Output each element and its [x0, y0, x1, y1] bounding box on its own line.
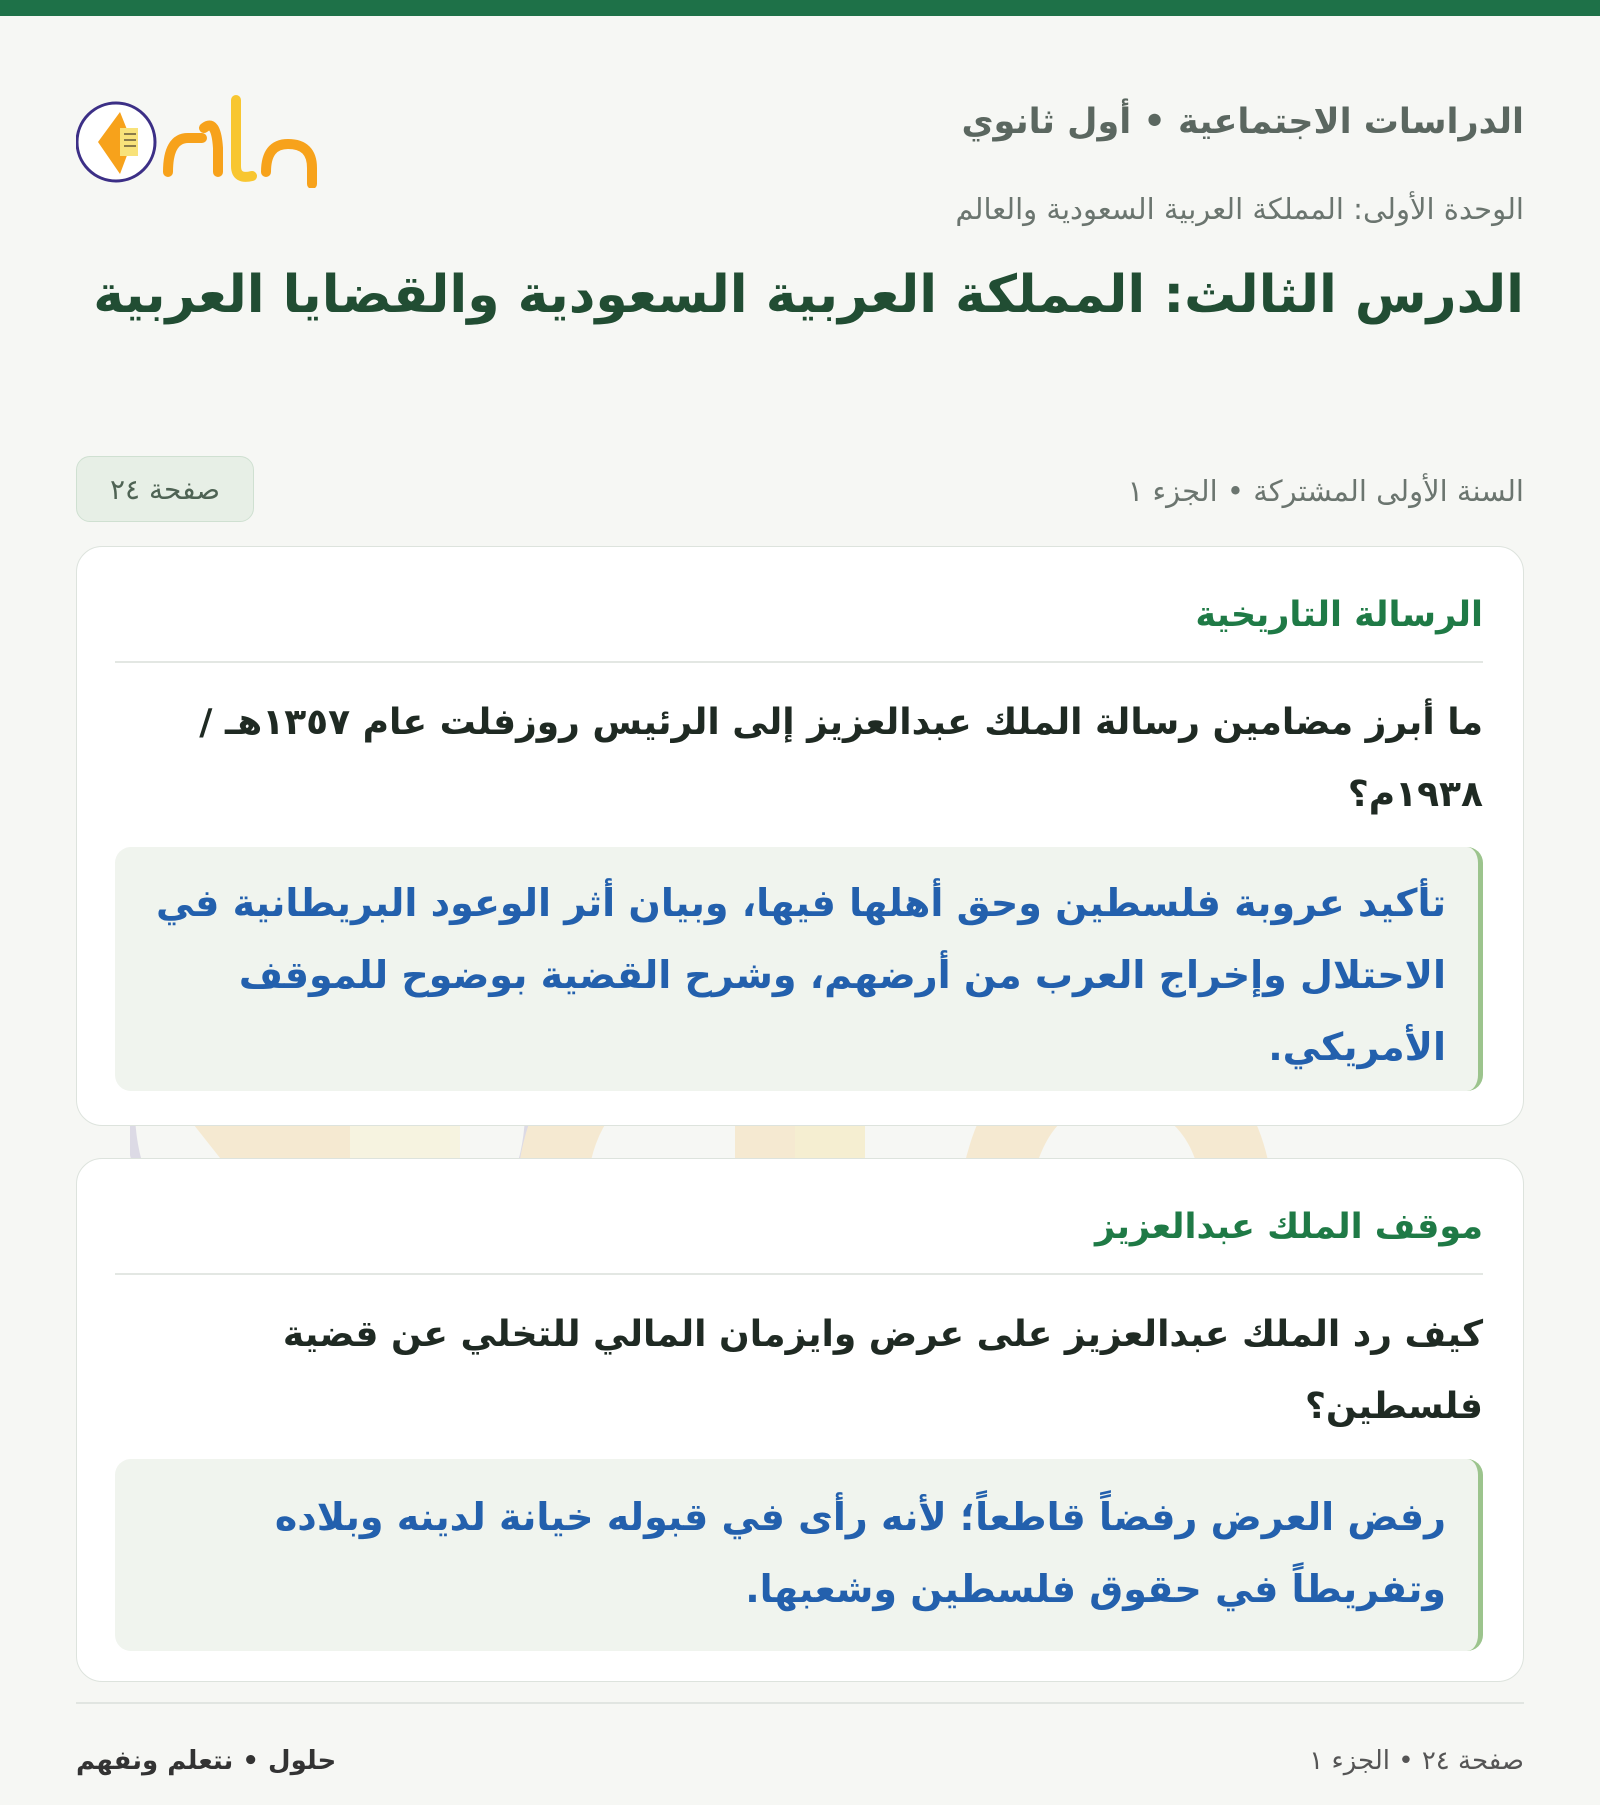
qa-card — [76, 546, 1524, 1126]
footer-page-info: صفحة ٢٤ • الجزء ١ — [1309, 1746, 1524, 1776]
card-answer: تأكيد عروبة فلسطين وحق أهلها فيها، وبيان أثر الوعود البريطانية في الاحتلال وإخراج العرب من أرضهم، وشرح القضية بوضوح للموقف الأمريكي. — [115, 847, 1483, 1091]
card-answer: رفض العرض رفضاً قاطعاً؛ لأنه رأى في قبوله خيانة لدينه وبلاده وتفريطاً في حقوق فلسطين وشعبها. — [115, 1459, 1483, 1651]
course-info: السنة الأولى المشتركة • الجزء ١ — [1127, 474, 1524, 508]
logo-icon — [76, 88, 336, 188]
unit-label: الوحدة الأولى: المملكة العربية السعودية والعالم — [955, 192, 1524, 226]
footer-brand: حلول • نتعلم ونفهم — [76, 1746, 337, 1776]
card-heading: الرسالة التاريخية — [1195, 595, 1483, 635]
top-accent-bar — [0, 0, 1600, 16]
lesson-meta — [76, 456, 1524, 522]
card-heading: موقف الملك عبدالعزيز — [1094, 1207, 1483, 1247]
card-divider — [115, 1273, 1483, 1275]
page-badge: صفحة ٢٤ — [76, 456, 254, 522]
lesson-title: الدرس الثالث: المملكة العربية السعودية والقضايا العربية — [93, 265, 1524, 325]
footer-divider — [76, 1702, 1524, 1704]
subject-title: الدراسات الاجتماعية • أول ثانوي — [961, 102, 1524, 142]
qa-card — [76, 1158, 1524, 1682]
card-question: ما أبرز مضامين رسالة الملك عبدالعزيز إلى الرئيس روزفلت عام ١٣٥٧هـ / ١٩٣٨م؟ — [199, 702, 1483, 815]
card-question: كيف رد الملك عبدالعزيز على عرض وايزمان المالي للتخلي عن قضية فلسطين؟ — [282, 1314, 1483, 1427]
card-divider — [115, 661, 1483, 663]
site-logo[interactable] — [76, 88, 336, 188]
header — [76, 54, 1524, 174]
